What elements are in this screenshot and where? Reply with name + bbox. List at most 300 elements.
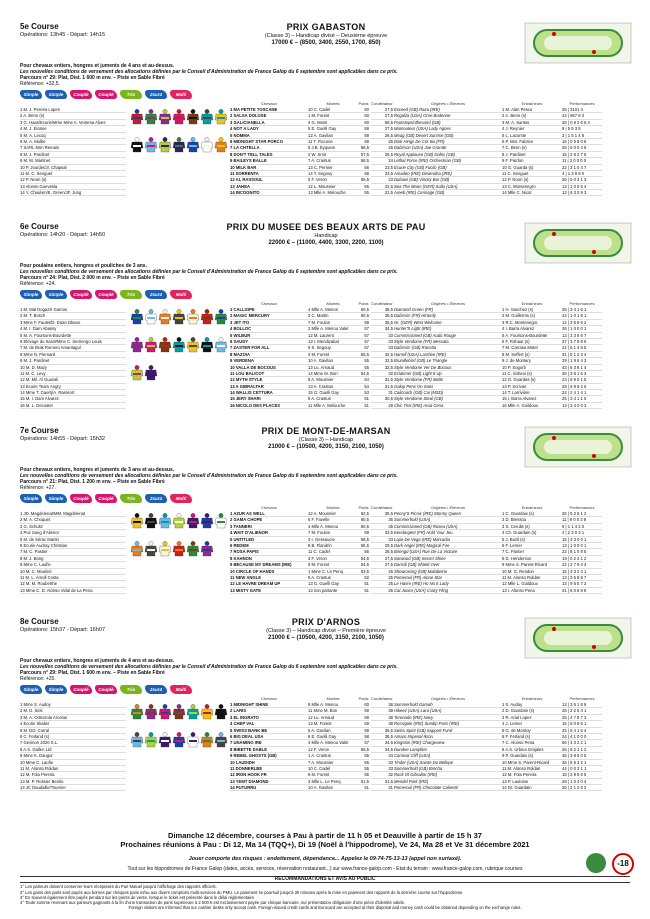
table-cell: 3 GALICIANELLA (230, 120, 308, 126)
bet-type-badge[interactable]: Trio (120, 290, 142, 299)
table-cell: 34,5 (381, 326, 393, 332)
table-cell: 1 A. Crastus (308, 753, 358, 759)
table-cell: 9 P. Guardaix (s) (502, 753, 562, 759)
table-cell: 19 | 0 2 4 1 2 (562, 556, 602, 562)
table-cell: 14 Mme T. Gaertj/A. Rasreort (20, 390, 126, 396)
table-cell: Royal Applause (GB) Dahis (GB) (394, 152, 502, 158)
table-cell: 43 | 6 3 8 1 4 (562, 365, 602, 371)
jockey-silk-icon (158, 732, 172, 748)
column-col-owner (20, 301, 126, 409)
table-cell: 1 Mme C. Le Penq (308, 569, 358, 575)
table-cell: 13 M. P. Rossier Benito (20, 779, 126, 785)
table-cell: 13 | 9 5 5 7 2 (562, 581, 602, 587)
conditions-reference: Référence: +32,5. (20, 81, 60, 87)
table-cell: 45 | 3 8 5 0 5 (562, 753, 602, 759)
jockey-silk-icon (130, 513, 144, 529)
table-cell: 11 M. L. Arnoll Costa (20, 575, 126, 581)
table-cell: 12 M. Fola Pereira (20, 772, 126, 778)
bet-type-badge[interactable]: Multi (170, 685, 192, 694)
table-cell: 26 | 8 5 3 2 1 (562, 760, 602, 766)
table-cell: Dabirson (USA) Joe Grande (394, 145, 502, 151)
table-cell: 9 M. Forest (308, 562, 358, 568)
table-cell: 14 Mlle C. Nicot (502, 190, 562, 196)
table-cell: Dink Hings De Cor Ba (FR) (394, 139, 502, 145)
table-cell: 3 C. Martin (308, 313, 358, 319)
table-cell: 11 M. C. Levy (20, 371, 126, 377)
table-cell: 58 (358, 728, 369, 734)
table-cell: 10 M. C. Mouliné (20, 569, 126, 575)
table-cell: 4 Puz Sang d'Alienor (20, 530, 126, 536)
race-name: PRIX D'ARNOS (291, 617, 361, 627)
column-header: Montes (326, 696, 340, 701)
table-cell: 9 S. Segouy (308, 345, 358, 351)
race-header (20, 222, 632, 262)
table-cell: 31,5 (381, 384, 393, 390)
next-meeting-line: Dimanche 12 décembre, courses à Pau à partir de 11 h 05 et Deauville à partir de 15 h 37 (168, 831, 482, 840)
table-cell: 55 (358, 184, 369, 190)
table-cell: 13 C. Pernier (308, 165, 358, 171)
table-cell: Dubawi (GB) Vinnity Bar (GB) (394, 177, 502, 183)
bet-type-badge[interactable]: Couplé (70, 90, 92, 99)
silks-group (130, 513, 228, 571)
table-cell: Style Vendome Steal (GB) (394, 396, 502, 402)
table-cell: 56 (358, 165, 369, 171)
table-cell: 25 | 4 7 8 7 3 (562, 715, 602, 721)
table-cell: 13 Ecurie Team Angry (20, 384, 126, 390)
table-cell: 14 WALLIS CETTURA (230, 390, 308, 396)
bet-type-badge[interactable]: Couplé (95, 90, 117, 99)
column-col-corde (371, 301, 381, 409)
race-header (20, 426, 632, 466)
table-cell: 4 G. Monti (308, 120, 358, 126)
table-cell: 12 M. Mil. Al Guazali (20, 377, 126, 383)
table-cell: 2 GAMA CHOPE (230, 517, 308, 523)
table-cell: 60 (358, 107, 369, 113)
bet-type-badge[interactable]: Couplé (70, 685, 92, 694)
jockey-silk-icon (130, 732, 144, 748)
bet-type-badge[interactable]: Multi (170, 290, 192, 299)
column-header (126, 101, 230, 107)
table-cell: 3 Mme F. Fautet/D. Doan Dbaoo (20, 320, 126, 326)
table-cell: 6 A. Crastus (308, 575, 358, 581)
race-subtitle: (Classe 3) – Handicap (298, 437, 354, 443)
table-cell: 6 E. Guelli Gay (308, 734, 358, 740)
table-cell: 55 (358, 358, 369, 364)
table-cell: 13 A GIBRALTAR (230, 384, 308, 390)
table-cell: 59 (358, 133, 369, 139)
bet-type-badge[interactable]: Simple (20, 494, 42, 503)
column-col-val (381, 101, 394, 196)
table-cell: 13 YEMT DIAMOND (230, 779, 308, 785)
table-cell: 7 C. Benn (s) (502, 145, 562, 151)
table-cell: 2 LARIS (230, 708, 308, 714)
table-cell: 10 P. Jourdet/Jr. Chapsal (20, 165, 126, 171)
table-cell: Pomeroul (FR) Alone Star (394, 575, 502, 581)
table-cell: 5 M. A. Lecoq (20, 133, 126, 139)
table-cell: 2 MAGIC MERCURY (230, 313, 308, 319)
table-cell: 8 MAZOIA (230, 352, 308, 358)
table-cell: 11 DONNERLBE (230, 766, 308, 772)
table-cell: 3 G. Schultz (20, 524, 126, 530)
table-cell: 60 (358, 120, 369, 126)
website-info[interactable]: Tout sur les hippodromes de France Galop (dates, accès, services, réservation restaurant...) sur www.france-galop.com - Etat du terrain : www.france-galop.com, rubrique courses (127, 866, 523, 872)
table-cell: 13 | 1 0 0 5 4 (562, 184, 602, 190)
table-cell: 10 A. Gavilan (308, 785, 358, 791)
table-cell: 1 M. J. Pereira Lopes (20, 107, 126, 113)
table-cell: 56,5 (358, 158, 369, 164)
table-cell: 13 I. Mendizabal (308, 339, 358, 345)
jockey-silk-icon (214, 704, 228, 720)
column-col-entr (502, 505, 562, 594)
table-cell: 12 Lu. Arnaud (308, 715, 358, 721)
table-cell: 2 M. D. Sick (20, 708, 126, 714)
jockey-silk-icon (158, 541, 172, 557)
race-name: PRIX DE MONT-DE-MARSAN (261, 426, 391, 436)
table-cell: 25 | 6 0 0 4 6 (562, 145, 602, 151)
column-header: Poids (358, 101, 369, 106)
bet-type-badge[interactable]: Multi (170, 90, 192, 99)
table-cell: 33,5 (381, 530, 393, 536)
jockey-silk-icon (144, 541, 158, 557)
column-col-val (381, 301, 394, 409)
column-header: Performances (569, 301, 595, 306)
table-cell: Le Havre (IRE) Ho No It Lady (394, 581, 502, 587)
table-cell: Exceed (GB) Raza (IRE) (394, 107, 502, 113)
table-cell: 4 I. Barra Alvarez (502, 326, 562, 332)
table-cell: Kendargent (FR) Hold Your Jeu (394, 530, 502, 536)
column-header: Origines • Éleveurs (430, 301, 466, 306)
column-header: Corde (371, 301, 382, 306)
runners-table (20, 301, 632, 409)
table-cell: 8 BIBETTE DABLE (230, 747, 308, 753)
jockey-silk-icon (130, 541, 144, 557)
table-cell: Dabirsim (GB) Ranstta (394, 345, 502, 351)
bet-type-badge[interactable]: Couplé (70, 494, 92, 503)
table-cell: 6 Ecurie Audray Christian (20, 543, 126, 549)
table-cell: 25 (381, 588, 393, 594)
table-cell: 31 | 5 1 2 3 4 (562, 352, 602, 358)
race-times: Opérations: 14h55 - Départ: 15h32 (20, 436, 106, 442)
table-cell: 5 WILBUR (230, 333, 308, 339)
table-cell: 13 P. Scrivan (502, 384, 562, 390)
conditions-course: Parcours n° 29: Plat, Dist. 1 600 m env. – Piste en Sable Fibré (20, 670, 165, 676)
table-cell: 8 J.B. Eyquem (308, 145, 358, 151)
jockey-silk-icon (172, 513, 186, 529)
table-cell: 10 MILK BAR (230, 165, 308, 171)
column-col-entr (502, 301, 562, 409)
bet-type-badge[interactable]: Simple (45, 494, 67, 503)
table-cell: 5 UNTITLED (230, 537, 308, 543)
table-cell: 6 MIDNIGHT STAR PORCO (230, 139, 308, 145)
bet-type-badge[interactable]: 2sur4 (145, 494, 167, 503)
table-cell: 1 CALLIOPE (230, 307, 308, 313)
table-cell: 38 (381, 721, 393, 727)
table-cell: Sommerhold Gamah (394, 702, 502, 708)
table-cell: Sea The Moon (GER) Sulla (USA) (394, 184, 502, 190)
conditions-eligibility: Pour chevaux entiers, hongres et juments de 3 ans et au-dessus. (20, 467, 175, 473)
column-col-perf (562, 505, 602, 594)
table-cell: Sarwood (GB) Secret Shine (394, 556, 502, 562)
table-cell: 5 SWISS BANK BE (230, 728, 308, 734)
table-cell (371, 785, 381, 791)
table-cell: 7 C. Pantier (502, 549, 562, 555)
column-col-perf (562, 101, 602, 196)
table-cell: 22,5 (381, 190, 393, 196)
bet-type-badge[interactable]: Trio (120, 90, 142, 99)
table-cell: 35,5 (381, 511, 393, 517)
table-cell: 29,5 (381, 543, 393, 549)
table-cell: 56 (358, 549, 369, 555)
table-cell: 9 Mme S. Parent-Ricard (502, 562, 562, 568)
table-cell: 12 L. Mousnier (308, 184, 358, 190)
bet-type-badge[interactable]: Trio (120, 494, 142, 503)
table-cell: 59 (358, 139, 369, 145)
jockey-silk-icon (130, 704, 144, 720)
bet-type-badge[interactable]: Couplé (95, 685, 117, 694)
conditions-reference: Référence: +24. (20, 281, 56, 287)
table-cell: 53,5 (358, 569, 369, 575)
table-cell: 23 (381, 177, 393, 183)
table-cell: 14 | 3 5 6 6 2 (562, 320, 602, 326)
table-cell: 13 non partante (308, 588, 358, 594)
jockey-silk-icon (186, 541, 200, 557)
table-cell: 10 M. D. Mazy (20, 365, 126, 371)
table-cell: Ecurie City (GB) Fucilo (GB) (394, 165, 502, 171)
conditions-course: Parcours n° 29: Plat, Dist. 1 600 m env. – Piste en Sable Fibré (20, 75, 165, 81)
table-cell: 1 MIDNIGHT SHINE (230, 702, 308, 708)
table-cell: 4 J. Lerner (502, 721, 562, 727)
table-cell: 13 | 3 5 1 8 8 (562, 702, 602, 708)
track-map-icon (524, 426, 632, 468)
race-number: 8e Course (20, 617, 59, 626)
table-cell: 12 A. Mousnier (308, 511, 358, 517)
table-cell: Lethal Force (IRE) Orchestrian (GB) (394, 158, 502, 164)
jockey-silk-icon (158, 337, 172, 353)
column-col-val (381, 696, 394, 791)
bet-type-badge[interactable]: 2sur4 (145, 90, 167, 99)
column-header: Poids (358, 301, 369, 306)
column-header: Valeur (381, 696, 393, 701)
table-cell: 15 | 2 8 2 7 5 (562, 152, 602, 158)
bet-type-badge[interactable]: Couplé (95, 494, 117, 503)
table-cell: 5 L. Lacomte (502, 133, 562, 139)
table-cell: 14 T. Segouy (308, 171, 358, 177)
table-cell: Sommerhold (GB) Brecha (394, 766, 502, 772)
table-cell: 4 Ecurie Skalier (20, 721, 126, 727)
table-cell: 11 T. Piccone (308, 139, 358, 145)
table-cell: Areeb (IRE) Cerinage (GB) (394, 190, 502, 196)
table-cell: 26 | 2 1 2 6 2 (562, 785, 602, 791)
table-cell: 55 (358, 365, 369, 371)
bet-type-badge[interactable]: Multi (170, 494, 192, 503)
silks-group (130, 309, 228, 367)
table-cell: 26,5 (381, 133, 393, 139)
table-cell: 25 (381, 575, 393, 581)
table-cell: 8 B. Flandrin (308, 543, 358, 549)
table-cell: 26 | 3 8 1 6 3 (562, 371, 602, 377)
column-col-jock (308, 696, 358, 791)
column-header: Corde (371, 101, 382, 106)
table-cell: 11 M. C. Senguet (20, 171, 126, 177)
table-cell: 24 (381, 158, 393, 164)
jockey-silk-icon (214, 309, 228, 325)
conditions-eligibility: Pour poulains entiers, hongres et pouliches de 3 ans. (20, 263, 147, 269)
table-cell: 42 | 1 0 1 8 1 (562, 313, 602, 319)
table-cell: Chic Trist (IRE) Aroa Cena (394, 403, 502, 409)
table-cell: 10 Mme S. Parent-Ricard (502, 760, 562, 766)
table-cell: 12 F. Veron (308, 747, 358, 753)
table-cell: 13 Mme C. D. Alonso Vidal de La Pena (20, 588, 126, 594)
jockey-silk-icon (214, 513, 228, 529)
table-cell: 57 (358, 740, 369, 746)
conditions-reference: Référence: +25. (20, 676, 56, 682)
jockey-silk-icon (158, 137, 172, 153)
column-col-poids (358, 505, 371, 594)
table-cell: 14 Dr. Guardain (502, 785, 562, 791)
table-cell: 55 (358, 190, 369, 196)
race-header (20, 22, 632, 62)
recommendations-block (20, 876, 630, 911)
table-cell: 42 | 567 8 3 (562, 113, 602, 119)
table-cell: 51 (358, 581, 369, 587)
table-cell: 51,5 (358, 779, 369, 785)
table-cell: 4 Mlle A. Menos (308, 307, 358, 313)
table-cell: 51 (358, 588, 369, 594)
table-cell: Dansili (GB) Shield Over (394, 562, 502, 568)
table-cell: 22 | 2 7 9 4 4 (562, 562, 602, 568)
table-cell: 4 WAIT D'ALIENOR (230, 530, 308, 536)
table-cell: Amaro Imperial Ikron (394, 734, 502, 740)
bet-type-badge[interactable]: Trio (120, 685, 142, 694)
table-cell: 60,5 (358, 524, 369, 530)
conditions-course: Parcours n° 21: Plat, Dist. 1 200 m env. – Piste en Sable Fibré (20, 479, 165, 485)
jockey-silk-icon (214, 109, 228, 125)
table-cell: 2 M. T. Bosch (20, 313, 126, 319)
conditions-eligibility: Pour chevaux entiers, hongres et juments de 4 ans et au-dessus. (20, 658, 175, 664)
jockey-silk-icon (172, 732, 186, 748)
table-cell: 16 NICOLO DES PLACES (230, 403, 308, 409)
table-cell: 8 A.S. Gallen Ltd (20, 747, 126, 753)
bet-type-badge[interactable]: Simple (45, 685, 67, 694)
table-cell: 4 | 1 3 9 9 0 (562, 171, 602, 177)
race-prize: 21000 € – (10500, 4200, 3150, 2100, 1050) (268, 444, 384, 450)
table-cell: Meridel Park (IRE) (394, 779, 502, 785)
table-cell: 35,5 (381, 320, 393, 326)
age-restriction-badge: -18 (612, 853, 634, 875)
table-cell: 54 (358, 384, 369, 390)
table-cell: 30,5 (381, 396, 393, 402)
table-cell: 4 BOLLOC (230, 326, 308, 332)
bet-type-badge[interactable]: 2sur4 (145, 290, 167, 299)
bet-types (20, 494, 632, 503)
table-cell: 37 | 3 7 8 8 6 (562, 339, 602, 345)
table-cell: 26 (381, 139, 393, 145)
table-cell: 9 BECAUSE MY DREAMS (IRE) (230, 562, 308, 568)
table-cell: 12 MYTH STYLE (230, 377, 308, 383)
column-header (126, 696, 230, 702)
table-cell: 10 Mme C. Laufie (20, 760, 126, 766)
bet-type-badge[interactable]: Simple (45, 90, 67, 99)
table-cell (371, 190, 381, 196)
table-cell: 13 P. Lauloine (502, 779, 562, 785)
table-cell: 11 | 2 0 0 0 0 (562, 158, 602, 164)
column-header: Valeur (381, 101, 393, 106)
table-cell: Kingston (IRE) Chargeview (394, 740, 502, 746)
table-cell: 1 JD. Magdelenat/MM. Magdelenat (20, 511, 126, 517)
table-cell: 35 (381, 524, 393, 530)
table-cell: 9 | 1 1 4 2 0 (562, 524, 602, 530)
table-cell: 12 M. Laurent (308, 333, 358, 339)
table-cell: Style Vendome (FR) Maltir (394, 377, 502, 383)
table-cell: Style Vendome (FR) Messala (394, 339, 502, 345)
jockey-silk-icon (144, 513, 158, 529)
table-cell: 10 A. Gavilan (308, 358, 358, 364)
jockey-silk-icon (158, 513, 172, 529)
table-cell: 6 F. Favelle (308, 517, 358, 523)
table-cell: 3 I. Gessaucie (308, 537, 358, 543)
race-conditions (20, 63, 520, 87)
table-cell: 12 AL RASSOUL (230, 177, 308, 183)
bet-type-badge[interactable]: Simple (20, 685, 42, 694)
race-number: 7e Course (20, 426, 59, 435)
table-cell: 26 (381, 145, 393, 151)
jockey-silk-icon (158, 704, 172, 720)
table-cell: 57 (358, 345, 369, 351)
table-cell: 8 DON'T TELL TALES (230, 152, 308, 158)
table-cell: 27,5 (381, 562, 393, 568)
bet-type-badge[interactable]: Simple (20, 290, 42, 299)
table-cell: 7 ROSA PAPIS (230, 549, 308, 555)
table-cell: 27,5 (381, 113, 393, 119)
table-cell: 3 M. A. Santos (502, 120, 562, 126)
table-cell: 56,5 (358, 543, 369, 549)
race-conditions (20, 658, 520, 682)
column-header: Performances (569, 505, 595, 510)
table-cell: 32,5 (381, 365, 393, 371)
table-cell: 5 G. de Montoy (502, 728, 562, 734)
column-col-horse (230, 301, 308, 409)
table-cell: 10 CIRCLE OF HANDS (230, 569, 308, 575)
table-cell: 6 C. Ferland (s) (20, 734, 126, 740)
table-cell (371, 588, 381, 594)
table-cell: 13 C. Montenegro (502, 184, 562, 190)
jockey-silk-icon (158, 309, 172, 325)
bet-type-badge[interactable]: Couplé (70, 290, 92, 299)
track-map-icon (524, 617, 632, 659)
table-cell: 4 Ch. Guardain (s) (502, 530, 562, 536)
table-cell: 13 JAHEA (230, 184, 308, 190)
table-cell: 54,5 (358, 562, 369, 568)
bet-type-badge[interactable]: Couplé (95, 290, 117, 299)
table-cell: Moag (GB) Desert Sunrise (GB) (394, 133, 502, 139)
table-cell: 54,5 (358, 556, 369, 562)
table-cell: Cailcoach (GB) Cai (MSD) (394, 390, 502, 396)
bet-type-badge[interactable]: 2sur4 (145, 685, 167, 694)
jockey-silk-icon (186, 109, 200, 125)
silks-group (130, 109, 228, 167)
bet-type-badge[interactable]: Simple (45, 290, 67, 299)
bet-type-badge[interactable]: Simple (20, 90, 42, 99)
column-col-perf (562, 696, 602, 791)
table-cell: 8 A.S. Urbina Grajales (502, 747, 562, 753)
table-cell: 7 M. C. Pastier (20, 549, 126, 555)
table-cell: 8 D. Henderson (502, 556, 562, 562)
table-cell: Carnival Cliff (USA) (394, 753, 502, 759)
jockey-silk-icon (144, 109, 158, 125)
table-cell: 14 INCOGNITO (230, 190, 308, 196)
jockey-silk-icon (186, 309, 200, 325)
jockey-silk-icon (172, 541, 186, 557)
